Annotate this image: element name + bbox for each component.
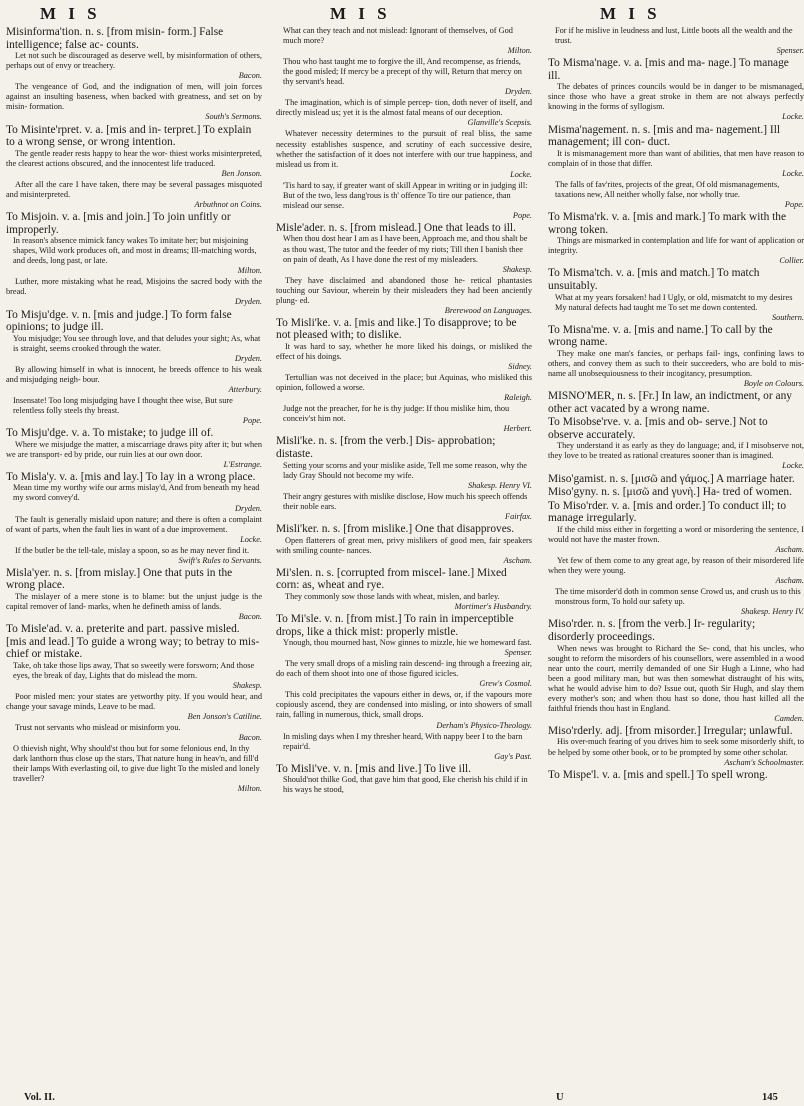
- headword: To Misinte'rpret. v. a. [mis and in- terpret.] To explain to a wrong sense, or wrong intention.: [6, 123, 252, 149]
- citation-source: Atterbury.: [228, 384, 262, 394]
- citation-text: After all the care I have taken, there may be several passages misquoted and misinterpreted.: [6, 179, 262, 199]
- column-right: [548, 26, 804, 1066]
- citation-text: They commonly sow those lands with wheat, mislen, and barley.: [285, 591, 500, 601]
- citation-source: Shakesp.: [232, 681, 262, 691]
- citation-source: Spenser.: [504, 648, 532, 658]
- signature-mark: U: [556, 1092, 564, 1103]
- citation-text: Where we misjudge the matter, a miscarriage draws pity after it; but when we are transport- ed by pride, our ruin lies at our own door.: [6, 439, 262, 459]
- dictionary-entry: [6, 277, 262, 307]
- verse-quote: 'Tis hard to say, if greater want of skill Appear in writing or in judging ill: But of the two, less dang'rous is th' offence To tire our patience, than mislead our sense.: [283, 180, 528, 210]
- dictionary-entry: [548, 390, 804, 415]
- citation-text: When news was brought to Richard the Se- cond, that his uncles, who sought to reform the misorders of his counsellors, were assembled in a wood near unto the court, merrily demanded of one Sir Hugh a Linne, who had been a good military man, but was then somewhat distraught of his wits, what he would advise him to do? Issue out, quoth Sir Hugh, and slay them every mother's son; and when thou hast so done, thou hast killed all the faithful friends thou hast in England.: [548, 643, 804, 713]
- verse-quote: Their angry gestures with mislike disclose, How much his speech offends their noble ears.: [283, 491, 528, 511]
- citation-source: Boyle on Colours.: [743, 378, 804, 388]
- page-number: 145: [762, 1092, 778, 1103]
- dictionary-entry: [6, 180, 262, 210]
- dictionary-entry: [6, 744, 262, 794]
- running-head: [0, 4, 800, 24]
- dictionary-entry: [6, 365, 262, 395]
- dictionary-entry: [548, 769, 804, 782]
- citation-text: Whatever necessity determines to the pursuit of real bliss, the same necessity establishes suspence, and scrutiny of each successive desire, whether the satisfaction of it does not interfere with our true happiness, and mislead us from it.: [276, 129, 532, 169]
- citation-source: Glanville's Scepsis.: [467, 118, 532, 128]
- dictionary-entry: [6, 546, 262, 566]
- dictionary-entry: [548, 556, 804, 586]
- citation-source: Ben Jonson.: [221, 168, 262, 178]
- dictionary-entry: [276, 492, 532, 522]
- headword: Misinforma'tion. n. s. [from misin- form.] False intelligence; false ac- counts.: [6, 26, 224, 51]
- verse-quote: Setting your scorns and your mislike aside, Tell me some reason, why the lady Gray Should not become my wife.: [283, 460, 527, 480]
- page-footer: [0, 1092, 800, 1106]
- citation-text: His over-much fearing of you drives him to seek some misorderly shift, to be helped by some other book, or to be prompted by some other scholar.: [548, 737, 804, 757]
- citation-text: Poor misled men: your states are yetworthy pity. If you would hear, and change your savage minds, Leave to be mad.: [6, 692, 262, 712]
- citation-source: L'Estrange.: [223, 459, 262, 469]
- verse-quote: Thou who hast taught me to forgive the ill, And recompense, as friends, the good misled; If mercy be a precept of thy will, Return that mercy on thy servant's head.: [283, 57, 522, 87]
- dictionary-entry: [276, 129, 532, 179]
- citation-source: Pope.: [242, 416, 262, 426]
- headword: To Misobse'rve. v. a. [mis and ob- serve.] Not to observe accurately.: [548, 416, 768, 441]
- citation-source: Locke.: [240, 534, 262, 544]
- volume-label: Vol. II.: [24, 1092, 55, 1103]
- citation-source: Bacon.: [238, 733, 262, 743]
- citation-source: Shakesp. Henry IV.: [741, 607, 804, 617]
- dictionary-entry: [548, 587, 804, 617]
- verse-quote: Judge not the preacher, for he is thy judge: If thou mislike him, thou conceiv'st him not.: [283, 404, 510, 424]
- dictionary-entry: [276, 373, 532, 403]
- verse-quote: Take, oh take those lips away, That so sweetly were forsworn; And those eyes, the break of day, Lights that do mislead the morn.: [13, 660, 255, 680]
- citation-text: Luther, more mistaking what he read, Misjoins the sacred body with the bread.: [6, 277, 262, 297]
- dictionary-entry: [548, 486, 804, 499]
- dictionary-entry: [6, 692, 262, 722]
- headword: To Misli've. v. n. [mis and live.] To live ill.: [276, 762, 472, 775]
- column-left: [6, 26, 262, 1066]
- citation-source: Ascham.: [775, 576, 804, 586]
- citation-source: South's Sermons.: [205, 112, 262, 122]
- citation-text: The fault is generally mislaid upon nature; and there is often a complaint of want of parts, when the fault lies in want of a due improvement.: [6, 514, 262, 534]
- citation-text: It was hard to say, whether he more liked his doings, or misliked the effect of his doings.: [276, 342, 532, 362]
- dictionary-entry: [548, 124, 804, 179]
- citation-text: The gentle reader rests happy to hear the wor- thiest works misinterpreted, the clearest actions obscured, and the innocentest life traduced.: [6, 148, 262, 168]
- citation-source: Gay's Past.: [494, 751, 532, 761]
- dictionary-entry: [276, 404, 532, 434]
- citation-text: They make one man's fancies, or perhaps fail- ings, confining laws to others, and convey them as such to their succeeders, who are bold to mis- name all unobsequiousness to their incogitancy, presumption.: [548, 348, 804, 378]
- citation-text: The vengeance of God, and the indignation of men, will join forces against an insulting baseness, when backed with greatness, and set on by misin- formation.: [6, 82, 262, 112]
- headword: To Misli'ke. v. a. [mis and like.] To disapprove; to be not pleased with; to dislike.: [276, 316, 517, 342]
- dictionary-entry: [548, 26, 804, 56]
- citation-source: Milton.: [507, 46, 532, 56]
- headword: Misli'ke. n. s. [from the verb.] Dis- approbation; distaste.: [276, 435, 496, 461]
- dictionary-entry: [548, 211, 804, 266]
- citation-source: Ascham.: [775, 545, 804, 554]
- citation-text: Open flatterers of great men, privy mislikers of good men, fair speakers with smiling counte- nances.: [276, 535, 532, 555]
- citation-source: Ascham's Schoolmaster.: [724, 757, 804, 767]
- dictionary-entry: [276, 523, 532, 566]
- dictionary-entry: [276, 98, 532, 128]
- citation-text: Trust not servants who mislead or misinform you.: [15, 723, 181, 733]
- headword: Misla'yer. n. s. [from mislay.] One that puts in the wrong place.: [6, 566, 233, 592]
- citation-source: Arbuthnot on Coins.: [194, 199, 262, 209]
- headword: To Misma'rk. v. a. [mis and mark.] To mark with the wrong token.: [548, 210, 787, 236]
- citation-text: They understand it as early as they do language; and, if I misobserve not, they love to be treated as rational creatures sooner than is imagined.: [548, 441, 804, 461]
- citation-source: Fairfax.: [505, 511, 532, 521]
- citation-source: Dryden.: [505, 87, 532, 97]
- dictionary-entry: [548, 180, 804, 210]
- dictionary-entry: [6, 723, 262, 743]
- verse-quote: What can they teach and not mislead: Ignorant of themselves, of God much more?: [283, 26, 513, 46]
- citation-source: Camden.: [774, 713, 804, 723]
- citation-source: Ascham.: [503, 555, 532, 565]
- citation-text: If the butler be the tell-tale, mislay a spoon, so as he may never find it.: [15, 545, 250, 555]
- verse-quote: O thievish night, Why should'st thou but for some felonious end, In thy dark lanthorn thus close up the stars, That nature hung in heav'n, and fill'd their lamps With everlasting oil, to give due light To the misled and lonely traveller?: [13, 744, 260, 784]
- citation-text: Yet few of them come to any great age, by reason of their misordered life when they were young.: [548, 556, 804, 576]
- verse-quote: When thou dost hear I am as I have been, Approach me, and thou shalt be as thou wast, The tutor and the feeder of my riots; Till then I banish thee on pain of death, As I have done the rest of my misleaders.: [283, 234, 528, 264]
- dictionary-entry: [548, 618, 804, 724]
- headword: To Mispe'l. v. a. [mis and spell.] To spell wrong.: [548, 768, 768, 781]
- citation-source: Locke.: [510, 169, 532, 179]
- dictionary-entry: [276, 26, 532, 56]
- verse-quote: For if he mislive in leudness and lust, Little boots all the wealth and the trust.: [555, 26, 793, 46]
- headword: Miso'gamist. n. s. [μισῶ and γάμος.] A marriage hater.: [548, 472, 795, 485]
- dictionary-entry: [276, 276, 532, 316]
- citation-source: Shakesp. Henry VI.: [467, 480, 532, 490]
- dictionary-entry: [6, 124, 262, 179]
- dictionary-entry: [6, 471, 262, 514]
- headword: To Misju'dge. v. a. To mistake; to judge ill of.: [6, 427, 214, 440]
- dictionary-entry: [276, 567, 532, 612]
- headword: Miso'rderly. adj. [from misorder.] Irregular; unlawful.: [548, 724, 793, 737]
- citation-text: This cold precipitates the vapours either in dews, or, if the vapours more copiously ascend, they are condensed into misling, or into showers of small rain, falling in numerous, thick, small drops.: [276, 690, 532, 720]
- dictionary-entry: [276, 181, 532, 221]
- dictionary-entry: [276, 57, 532, 97]
- citation-source: Spenser.: [776, 46, 804, 56]
- running-head-center: M I S: [330, 4, 391, 23]
- dictionary-entry: [548, 416, 804, 471]
- column-middle: [276, 26, 532, 1066]
- dictionary-entry: [6, 26, 262, 81]
- verse-quote: The time misorder'd doth in common sense Crowd us, and crush us to this monstrous form, To hold our safety up.: [555, 587, 801, 607]
- citation-source: Herbert.: [503, 424, 532, 434]
- headword: Misma'nagement. n. s. [mis and ma- nagement.] Ill management; ill con- duct.: [548, 123, 781, 149]
- dictionary-entry: [276, 732, 532, 762]
- dictionary-entry: [548, 57, 804, 122]
- headword: MISNO'MER, n. s. [Fr.] In law, an indictment, or any other act vacated by a wrong name.: [548, 390, 792, 415]
- headword: Miso'gyny. n. s. [μισῶ and γυνὴ.] Ha- tred of women.: [548, 486, 792, 499]
- citation-source: Ben Jonson's Catiline.: [187, 712, 262, 722]
- headword: Miso'rder. n. s. [from the verb.] Ir- regularity; disorderly proceedings.: [548, 618, 756, 643]
- headword: Misle'ader. n. s. [from mislead.] One that leads to ill.: [276, 221, 516, 234]
- dictionary-entry: [548, 324, 804, 389]
- verse-quote: In reason's absence mimick fancy wakes To imitate her; but misjoining shapes, Wild work produces oft, and most in dreams; Ill-matching words, and deeds, long past, or late.: [13, 236, 257, 266]
- dictionary-entry: [276, 690, 532, 730]
- citation-source: Derham's Physico-Theology.: [436, 720, 532, 730]
- citation-text: The very small drops of a misling rain descend- ing through a freezing air, do each of them shoot into one of those figured icicles.: [276, 659, 532, 679]
- dictionary-entry: [276, 763, 532, 796]
- headword: To Misma'tch. v. a. [mis and match.] To match unsuitably.: [548, 267, 760, 292]
- dictionary-entry: [6, 211, 262, 276]
- citation-source: Brerewood on Languages.: [444, 305, 532, 315]
- dictionary-entry: [548, 267, 804, 322]
- citation-source: Pope.: [512, 210, 532, 220]
- headword: Mi'slen. n. s. [corrupted from miscel- lane.] Mixed corn: as, wheat and rye.: [276, 566, 507, 592]
- citation-source: Locke.: [782, 168, 804, 178]
- citation-source: Southern.: [771, 312, 804, 322]
- headword: To Misna'me. v. a. [mis and name.] To call by the wrong name.: [548, 323, 773, 349]
- citation-text: Tertullian was not deceived in the place; but Aquinas, who misliked this opinion, followed a worse.: [276, 373, 532, 393]
- verse-quote: Ynough, thou mourned hast, Now ginnes to mizzle, hie we homeward fast.: [283, 638, 532, 648]
- headword: To Misjoin. v. a. [mis and join.] To join unfitly or improperly.: [6, 210, 231, 236]
- running-head-right: M I S: [600, 4, 661, 23]
- headword: To Misju'dge. v. n. [mis and judge.] To form false opinions; to judge ill.: [6, 308, 232, 334]
- citation-text: It is mismanagement more than want of abilities, that men have reason to complain of in those that differ.: [548, 148, 804, 168]
- verse-quote: Insensate! Too long misjudging have I thought thee wise, But sure relentless folly steels thy breast.: [13, 395, 233, 416]
- headword: To Miso'rder. v. a. [mis and order.] To conduct ill; to manage irregularly.: [548, 499, 787, 525]
- citation-source: Pope.: [784, 199, 804, 209]
- headword: Misli'ker. n. s. [from mislike.] One that disapproves.: [276, 522, 515, 535]
- dictionary-entry: [548, 473, 804, 486]
- dictionary-entry: [276, 613, 532, 658]
- verse-quote: Mean time my worthy wife our arms mislay'd, And from beneath my head my sword convey'd.: [13, 483, 260, 503]
- citation-source: Bacon.: [238, 71, 262, 81]
- dictionary-entry: [6, 515, 262, 545]
- dictionary-entry: [6, 396, 262, 426]
- citation-source: Shakesp.: [502, 264, 532, 274]
- citation-source: Grew's Cosmol.: [479, 679, 532, 689]
- citation-source: Locke.: [782, 461, 804, 471]
- citation-source: Mortimer's Husbandry.: [454, 601, 532, 611]
- dictionary-entry: [6, 623, 262, 691]
- verse-quote: The falls of fav'rites, projects of the great, Of old mismanagements, taxations new, All neither wholly false, nor wholly true.: [555, 179, 780, 199]
- verse-quote: In misling days when I my thresher heard, With nappy beer I to the barn repair'd.: [283, 731, 523, 751]
- dictionary-entry: [6, 567, 262, 622]
- citation-text: Things are mismarked in contemplation and life for want of application or integrity.: [548, 236, 804, 256]
- headword: To Mi'sle. v. n. [from mist.] To rain in imperceptible drops, like a thick mist: properly mistle.: [276, 612, 514, 638]
- citation-text: If the child miss either in forgetting a word or misordering the sentence, I would not have the master frown.: [548, 524, 804, 544]
- dictionary-entry: [276, 317, 532, 372]
- headword: To Misma'nage. v. a. [mis and ma- nage.] To manage ill.: [548, 57, 789, 82]
- verse-quote: Should'not thilke God, that gave him that good, Eke cherish his child if in his ways he stood,: [283, 775, 528, 795]
- citation-source: Dryden.: [235, 353, 262, 363]
- dictionary-entry: [276, 435, 532, 490]
- citation-text: By allowing himself in what is innocent, he breeds offence to his weak and misjudging neigh- bour.: [6, 364, 262, 384]
- citation-source: Milton.: [237, 784, 262, 794]
- running-head-left: M I S: [40, 4, 101, 23]
- citation-source: Milton.: [237, 266, 262, 276]
- dictionary-entry: [276, 659, 532, 689]
- headword: To Misle'ad. v. a. preterite and part. passive misled. [mis and lead.] To guide a wrong way; to betray to mis- chief or mistake.: [6, 623, 260, 661]
- citation-source: Swift's Rules to Servants.: [178, 555, 262, 565]
- citation-source: Locke.: [782, 112, 804, 122]
- citation-text: The mislayer of a mere stone is to blame: but the unjust judge is the capital remover of land- marks, when he defineth amiss of lands.: [6, 592, 262, 612]
- citation-source: Sidney.: [508, 362, 532, 372]
- citation-source: Raleigh.: [504, 393, 532, 403]
- citation-text: Let not such be discouraged as deserve well, by misinformation of others, perhaps out of envy or treachery.: [6, 51, 262, 71]
- verse-quote: What at my years forsaken! had I Ugly, or old, mismatcht to my desires My natural defects had taught me To set me down contented.: [555, 292, 793, 312]
- citation-text: They have disclaimed and abandoned those he- retical phantasies touching our Saviour, wherein by their misleaders they had been anciently plung- ed.: [276, 275, 532, 305]
- citation-source: Bacon.: [238, 612, 262, 622]
- citation-text: The imagination, which is of simple percep- tion, doth never of itself, and directly mislead us; yet it is the almost fatal means of our deception.: [276, 98, 532, 118]
- dictionary-entry: [276, 222, 532, 275]
- citation-source: Dryden.: [235, 297, 262, 307]
- dictionary-entry: [548, 500, 804, 555]
- dictionary-entry: [548, 725, 804, 768]
- dictionary-entry: [6, 82, 262, 122]
- verse-quote: You misjudge; You see through love, and that deludes your sight; As, what is straight, seems crooked through the water.: [13, 333, 261, 353]
- citation-source: Dryden.: [235, 503, 262, 513]
- dictionary-entry: [6, 427, 262, 470]
- dictionary-entry: [6, 309, 262, 364]
- citation-source: Collier.: [779, 256, 804, 266]
- headword: To Misla'y. v. a. [mis and lay.] To lay in a wrong place.: [6, 470, 256, 483]
- citation-text: The debates of princes councils would be in danger to be mismanaged, since those who have a great stroke in them are not always perfectly knowing in the forms of syllogism.: [548, 82, 804, 112]
